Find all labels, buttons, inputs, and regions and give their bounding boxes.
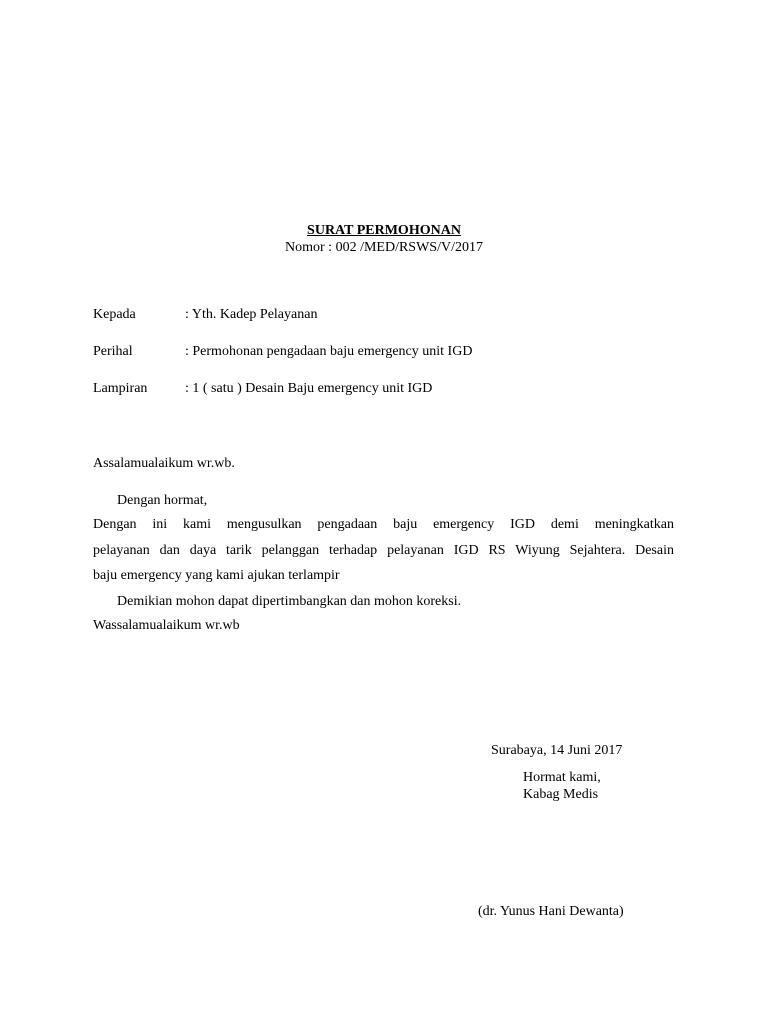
field-label-kepada: Kepada [93, 307, 136, 322]
field-value-perihal: : Permohonan pengadaan baju emergency unit IGD [185, 344, 473, 359]
closing-greeting: Wassalamualaikum wr.wb [93, 618, 240, 633]
field-value-kepada: : Yth. Kadep Pelayanan [185, 307, 318, 322]
regards: Hormat kami, [523, 770, 601, 785]
opening-greeting: Assalamualaikum wr.wb. [93, 456, 235, 471]
letter-number: Nomor : 002 /MED/RSWS/V/2017 [285, 240, 483, 255]
body-line-3: baju emergency yang kami ajukan terlampir [93, 568, 340, 583]
body-line-2: pelayanan dan daya tarik pelanggan terhadap pelayanan IGD RS Wiyung Sejahtera. Desain [93, 543, 674, 558]
place-date: Surabaya, 14 Juni 2017 [491, 743, 623, 758]
field-label-lampiran: Lampiran [93, 381, 148, 396]
body-line-1: Dengan ini kami mengusulkan pengadaan baju emergency IGD demi meningkatkan [93, 517, 674, 532]
salutation: Dengan hormat, [117, 493, 208, 508]
signatory-name: (dr. Yunus Hani Dewanta) [478, 904, 624, 919]
position-title: Kabag Medis [523, 787, 599, 802]
letter-title: SURAT PERMOHONAN [307, 223, 461, 238]
closing-request: Demikian mohon dapat dipertimbangkan dan mohon koreksi. [117, 594, 462, 609]
field-label-perihal: Perihal [93, 344, 133, 359]
field-value-lampiran: : 1 ( satu ) Desain Baju emergency unit IGD [185, 381, 433, 396]
